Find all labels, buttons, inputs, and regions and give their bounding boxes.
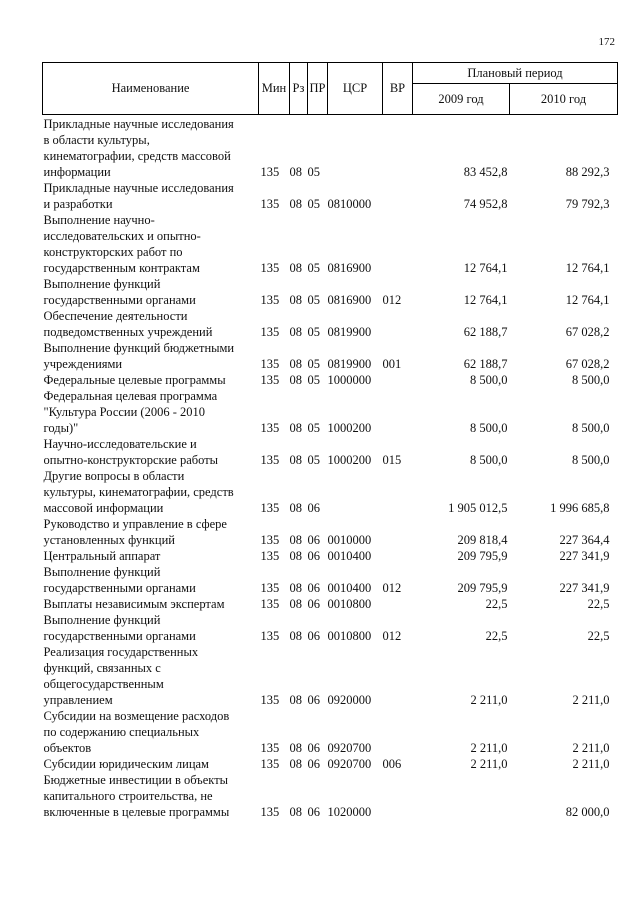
header-year-2010: 2010 год: [510, 84, 618, 115]
row-name: Бюджетные инвестиции в объекты капитального строительства, не включенные в целевые программы: [43, 773, 230, 819]
row-vr: [383, 212, 413, 276]
row-rz: 08: [289, 453, 302, 467]
row-rz: 08: [289, 757, 302, 771]
row-min: 135: [260, 629, 280, 643]
row-name: Выполнение функций государственными органами: [43, 277, 196, 307]
table-body: [43, 115, 618, 821]
row-pr: 05: [307, 165, 320, 179]
row-vr: 012: [382, 581, 402, 595]
row-vr: [383, 548, 413, 564]
header-name: Наименование: [43, 63, 259, 115]
row-csr: 1020000: [327, 805, 372, 819]
row-csr: 0010400: [327, 581, 372, 595]
table-row: [43, 756, 618, 772]
row-csr: 0819900: [327, 357, 372, 371]
row-value-2009: 12 764,1: [463, 293, 508, 307]
row-csr: [328, 468, 383, 516]
row-value-2009: 22,5: [485, 629, 508, 643]
row-vr: 015: [382, 453, 402, 467]
row-value-2010: 227 341,9: [559, 549, 610, 563]
row-pr: 05: [307, 421, 320, 435]
row-value-2010: 8 500,0: [572, 373, 610, 387]
row-pr: 06: [307, 549, 320, 563]
row-vr: [383, 644, 413, 708]
table-row: [43, 644, 618, 708]
row-vr: [383, 388, 413, 436]
row-pr: 05: [307, 293, 320, 307]
header-vr: ВР: [383, 63, 413, 115]
row-min: 135: [260, 421, 280, 435]
table-row: [43, 772, 618, 820]
row-csr: 0816900: [327, 261, 372, 275]
row-csr: 1000200: [327, 453, 372, 467]
row-name: Другие вопросы в области культуры, кинематографии, средств массовой информации: [43, 469, 234, 515]
row-rz: 08: [289, 373, 302, 387]
row-value-2010: 22,5: [587, 597, 610, 611]
page-number: 172: [598, 36, 615, 48]
row-value-2009: 2 211,0: [470, 693, 508, 707]
row-value-2010: 22,5: [587, 629, 610, 643]
row-value-2010: 1 996 685,8: [550, 501, 610, 515]
row-value-2010: 67 028,2: [565, 357, 610, 371]
row-name: Обеспечение деятельности подведомственных учреждений: [43, 309, 213, 339]
row-csr: 0010800: [327, 597, 372, 611]
header-year-2009: 2009 год: [413, 84, 510, 115]
row-min: 135: [260, 197, 280, 211]
row-csr: 0010800: [327, 629, 372, 643]
row-pr: 05: [307, 197, 320, 211]
row-pr: 05: [307, 373, 320, 387]
row-name: Реализация государственных функций, связанных с общегосударственным управлением: [43, 645, 199, 707]
row-rz: 08: [289, 581, 302, 595]
header-pr: ПР: [308, 63, 328, 115]
row-csr: 1000000: [327, 373, 372, 387]
row-min: 135: [260, 597, 280, 611]
row-value-2010: 8 500,0: [572, 453, 610, 467]
row-name: Федеральные целевые программы: [43, 373, 226, 387]
row-name: Федеральная целевая программа "Культура России (2006 - 2010 годы)": [43, 389, 218, 435]
row-csr: 0010400: [327, 549, 372, 563]
budget-table: [42, 62, 618, 820]
row-csr: 0920700: [327, 757, 372, 771]
row-vr: 012: [382, 629, 402, 643]
table-row: [43, 180, 618, 212]
row-csr: 0920700: [327, 741, 372, 755]
row-vr: [383, 772, 413, 820]
row-min: 135: [260, 741, 280, 755]
row-min: 135: [260, 325, 280, 339]
row-value-2010: 67 028,2: [565, 325, 610, 339]
row-value-2010: 227 341,9: [559, 581, 610, 595]
row-rz: 08: [289, 357, 302, 371]
row-rz: 08: [289, 325, 302, 339]
row-value-2010: 8 500,0: [572, 421, 610, 435]
row-min: 135: [260, 549, 280, 563]
row-rz: 08: [289, 261, 302, 275]
table-row: [43, 708, 618, 756]
row-vr: [383, 180, 413, 212]
table-row: [43, 276, 618, 308]
row-value-2009: [413, 772, 510, 820]
row-csr: 0819900: [327, 325, 372, 339]
row-name: Центральный аппарат: [43, 549, 161, 563]
header-planned-period: Плановый период: [413, 63, 618, 84]
table-row: [43, 388, 618, 436]
row-value-2009: 22,5: [485, 597, 508, 611]
row-rz: 08: [289, 293, 302, 307]
row-value-2010: 227 364,4: [559, 533, 610, 547]
row-value-2009: 8 500,0: [470, 421, 508, 435]
row-rz: 08: [289, 549, 302, 563]
row-pr: 06: [307, 533, 320, 547]
row-rz: 08: [289, 165, 302, 179]
row-rz: 08: [289, 805, 302, 819]
row-name: Выполнение функций государственными органами: [43, 565, 196, 595]
row-pr: 06: [307, 757, 320, 771]
table-row: [43, 436, 618, 468]
table-row: [43, 564, 618, 596]
row-min: 135: [260, 533, 280, 547]
table-row: [43, 596, 618, 612]
table-row: [43, 516, 618, 548]
row-rz: 08: [289, 501, 302, 515]
row-value-2010: 2 211,0: [572, 757, 610, 771]
row-value-2009: 74 952,8: [463, 197, 508, 211]
table-row: [43, 468, 618, 516]
row-name: Субсидии юридическим лицам: [43, 757, 209, 771]
row-value-2009: 12 764,1: [463, 261, 508, 275]
row-pr: 06: [307, 597, 320, 611]
row-pr: 05: [307, 261, 320, 275]
row-pr: 05: [307, 357, 320, 371]
row-name: Субсидии на возмещение расходов по содержанию специальных объектов: [43, 709, 230, 755]
row-min: 135: [260, 261, 280, 275]
header-rz: Рз: [290, 63, 308, 115]
row-vr: 012: [382, 293, 402, 307]
row-vr: [383, 708, 413, 756]
row-value-2010: 82 000,0: [565, 805, 610, 819]
row-value-2010: 12 764,1: [565, 293, 610, 307]
header-csr: ЦСР: [328, 63, 383, 115]
row-name: Выполнение функций государственными органами: [43, 613, 196, 643]
row-vr: [383, 115, 413, 181]
row-name: Прикладные научные исследования и разработки: [43, 181, 234, 211]
row-csr: 0920000: [327, 693, 372, 707]
row-csr: 1000200: [327, 421, 372, 435]
row-pr: 06: [307, 741, 320, 755]
row-min: 135: [260, 581, 280, 595]
row-value-2009: 209 795,9: [457, 549, 508, 563]
row-min: 135: [260, 357, 280, 371]
row-name: Руководство и управление в сфере установленных функций: [43, 517, 227, 547]
row-value-2009: 209 818,4: [457, 533, 508, 547]
row-vr: [383, 308, 413, 340]
row-rz: 08: [289, 197, 302, 211]
table-row: [43, 212, 618, 276]
row-value-2010: 88 292,3: [565, 165, 610, 179]
row-pr: 06: [307, 805, 320, 819]
row-min: 135: [260, 757, 280, 771]
row-pr: 06: [307, 501, 320, 515]
row-pr: 06: [307, 629, 320, 643]
row-rz: 08: [289, 533, 302, 547]
row-value-2009: 62 188,7: [463, 325, 508, 339]
row-min: 135: [260, 373, 280, 387]
row-value-2009: 2 211,0: [470, 757, 508, 771]
row-rz: 08: [289, 597, 302, 611]
row-pr: 05: [307, 325, 320, 339]
row-name: Прикладные научные исследования в области культуры, кинематографии, средств массовой информации: [43, 117, 234, 179]
row-value-2010: 12 764,1: [565, 261, 610, 275]
row-min: 135: [260, 501, 280, 515]
table-header: [43, 63, 618, 115]
row-csr: 0816900: [327, 293, 372, 307]
row-pr: 05: [307, 453, 320, 467]
row-min: 135: [260, 693, 280, 707]
row-name: Выполнение научно- исследовательских и опытно- конструкторских работ по государственным контрактам: [43, 213, 201, 275]
row-value-2009: 62 188,7: [463, 357, 508, 371]
row-value-2009: 209 795,9: [457, 581, 508, 595]
table-row: [43, 612, 618, 644]
row-rz: 08: [289, 629, 302, 643]
row-min: 135: [260, 165, 280, 179]
row-value-2009: 2 211,0: [470, 741, 508, 755]
row-name: Выполнение функций бюджетными учреждениями: [43, 341, 235, 371]
row-min: 135: [260, 805, 280, 819]
row-rz: 08: [289, 741, 302, 755]
row-csr: 0010000: [327, 533, 372, 547]
row-csr: [328, 115, 383, 181]
row-name: Научно-исследовательские и опытно-конструкторские работы: [43, 437, 219, 467]
table-row: [43, 548, 618, 564]
row-pr: 06: [307, 693, 320, 707]
row-name: Выплаты независимым экспертам: [43, 597, 225, 611]
row-value-2009: 1 905 012,5: [448, 501, 508, 515]
row-vr: [383, 516, 413, 548]
row-min: 135: [260, 293, 280, 307]
row-value-2009: 83 452,8: [463, 165, 508, 179]
row-rz: 08: [289, 421, 302, 435]
row-value-2009: 8 500,0: [470, 373, 508, 387]
row-vr: 001: [382, 357, 402, 371]
table-row: [43, 372, 618, 388]
row-value-2010: 79 792,3: [565, 197, 610, 211]
row-csr: 0810000: [327, 197, 372, 211]
row-vr: [383, 372, 413, 388]
row-vr: [383, 596, 413, 612]
row-rz: 08: [289, 693, 302, 707]
table-row: [43, 115, 618, 181]
table-row: [43, 308, 618, 340]
row-vr: [383, 468, 413, 516]
header-min: Мин: [259, 63, 290, 115]
table-row: [43, 340, 618, 372]
row-pr: 06: [307, 581, 320, 595]
row-vr: 006: [382, 757, 402, 771]
row-value-2010: 2 211,0: [572, 693, 610, 707]
row-min: 135: [260, 453, 280, 467]
row-value-2009: 8 500,0: [470, 453, 508, 467]
row-value-2010: 2 211,0: [572, 741, 610, 755]
